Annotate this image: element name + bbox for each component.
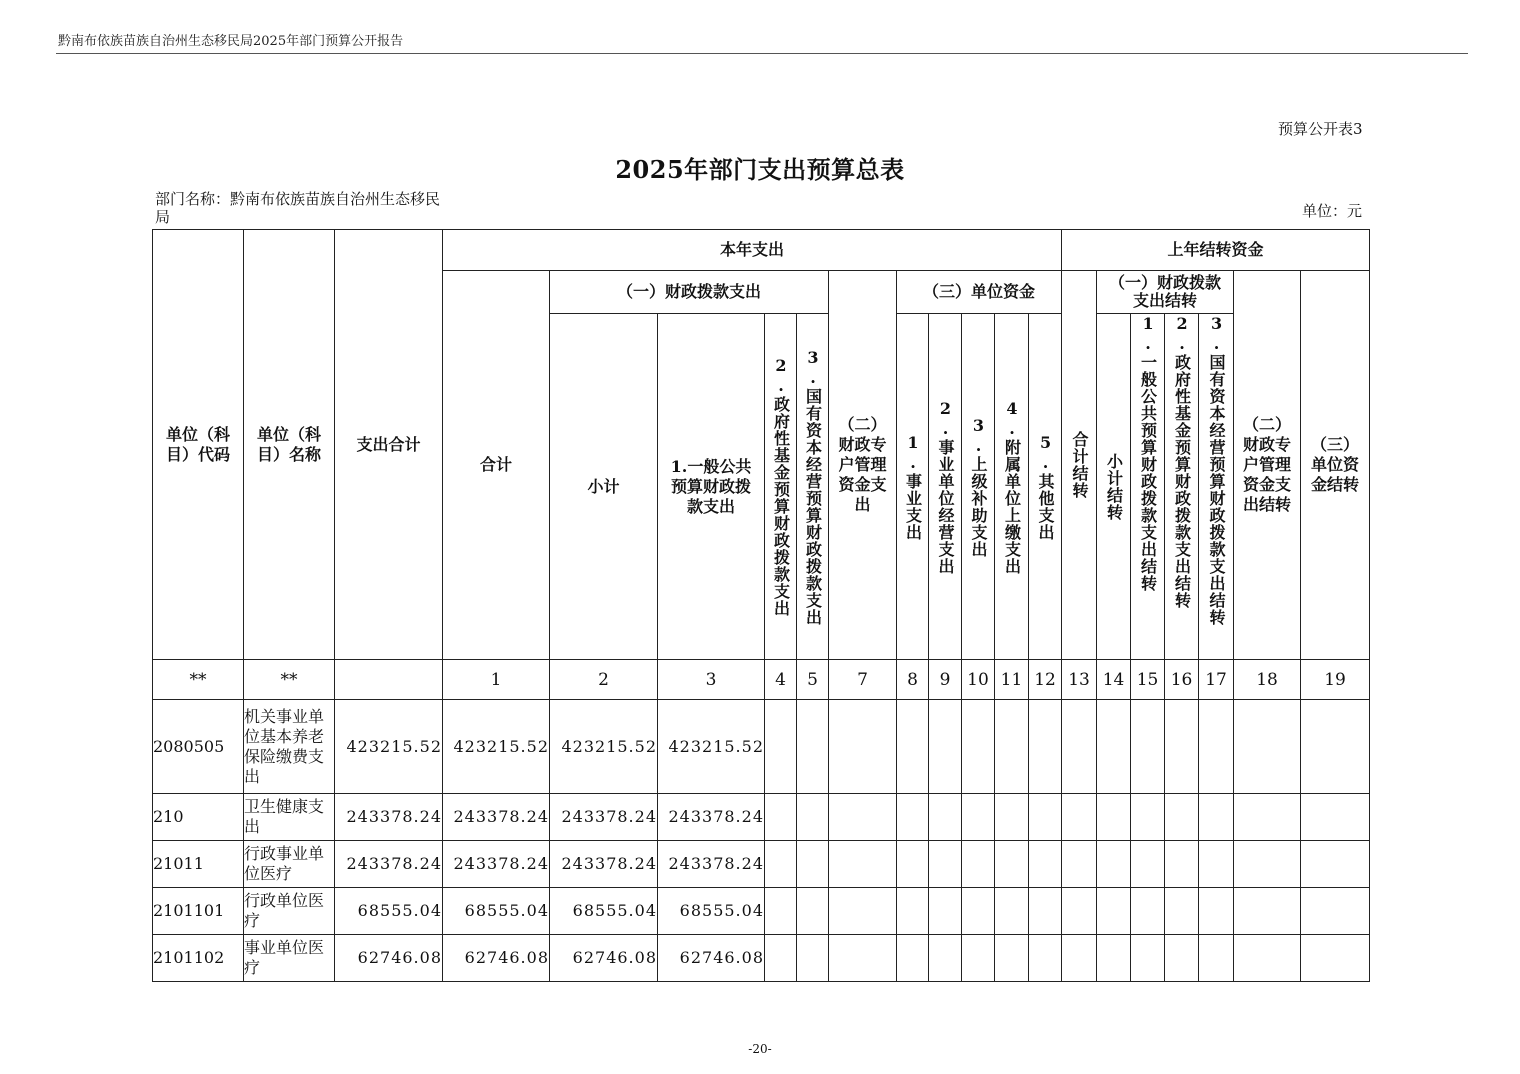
header-carry-unit: （三）单位资金结转 <box>1301 271 1370 660</box>
row-total: 243378.24 <box>335 794 443 841</box>
row-subtotal: 62746.08 <box>550 935 658 982</box>
index-cell: 13 <box>1062 660 1097 700</box>
index-cell: 12 <box>1029 660 1062 700</box>
row-sum: 62746.08 <box>443 935 550 982</box>
header-carry-subtotal: 小计结转 <box>1104 452 1124 521</box>
header-upper-subsidy: 3.上级补助支出 <box>969 415 988 558</box>
index-cell: 19 <box>1301 660 1370 700</box>
index-cell: 7 <box>829 660 897 700</box>
header-rule <box>56 53 1468 54</box>
header-other: 5.其他支出 <box>1036 432 1056 541</box>
row-name: 事业单位医疗 <box>244 935 335 982</box>
row-code: 2101101 <box>153 888 244 935</box>
header-total: 支出合计 <box>335 230 443 660</box>
header-carry-gov-fund: 2.政府性基金预算财政拨款支出结转 <box>1172 314 1192 609</box>
header-code: 单位（科目）代码 <box>153 230 244 660</box>
unit-label: 单位：元 <box>1302 202 1363 220</box>
index-cell: 4 <box>765 660 797 700</box>
header-carry-general: 1.一般公共预算财政拨款支出结转 <box>1138 314 1158 592</box>
index-cell: ** <box>244 660 335 700</box>
header-sum: 合计 <box>443 271 550 660</box>
index-cell: 9 <box>929 660 962 700</box>
index-cell: 16 <box>1165 660 1199 700</box>
row-name: 卫生健康支出 <box>244 794 335 841</box>
row-name: 行政单位医疗 <box>244 888 335 935</box>
row-sum: 68555.04 <box>443 888 550 935</box>
header-current-year: 本年支出 <box>443 230 1062 271</box>
row-general: 62746.08 <box>658 935 765 982</box>
row-total: 62746.08 <box>335 935 443 982</box>
index-cell: ** <box>153 660 244 700</box>
index-cell <box>335 660 443 700</box>
index-cell: 1 <box>443 660 550 700</box>
index-cell: 14 <box>1097 660 1131 700</box>
row-general: 68555.04 <box>658 888 765 935</box>
row-total: 243378.24 <box>335 841 443 888</box>
table-row <box>153 794 1370 841</box>
header-subsidiary: 4.附属单位上缴支出 <box>1002 398 1022 575</box>
row-subtotal: 68555.04 <box>550 888 658 935</box>
row-total: 68555.04 <box>335 888 443 935</box>
row-code: 21011 <box>153 841 244 888</box>
table-row <box>153 700 1370 794</box>
row-code: 210 <box>153 794 244 841</box>
header-name: 单位（科目）名称 <box>244 230 335 660</box>
header-subtotal: 小计 <box>550 314 658 660</box>
row-sum: 243378.24 <box>443 794 550 841</box>
header-state-capital: 3.国有资本经营预算财政拨款支出 <box>803 347 823 626</box>
header-prev-year: 上年结转资金 <box>1062 230 1370 271</box>
row-name: 机关事业单位基本养老保险缴费支出 <box>244 700 335 794</box>
row-general: 423215.52 <box>658 700 765 794</box>
row-subtotal: 243378.24 <box>550 794 658 841</box>
page-header: 黔南布依族苗族自治州生态移民局2025年部门预算公开报告 <box>58 34 404 49</box>
header-special-account: （二）财政专户管理资金支出 <box>829 271 897 660</box>
row-code: 2080505 <box>153 700 244 794</box>
header-carry-total: 合计结转 <box>1070 431 1090 499</box>
page-number: -20- <box>748 1042 772 1056</box>
table-number: 预算公开表3 <box>1278 120 1363 138</box>
header-unit-funds: （三）单位资金 <box>897 271 1062 314</box>
index-cell: 5 <box>797 660 829 700</box>
header-carry-state-capital: 3.国有资本经营预算财政拨款支出结转 <box>1207 314 1227 626</box>
header-biz-op: 2.事业单位经营支出 <box>936 398 955 575</box>
table-row <box>153 935 1370 982</box>
table-title: 2025年部门支出预算总表 <box>615 155 905 184</box>
index-cell: 18 <box>1234 660 1301 700</box>
row-general: 243378.24 <box>658 794 765 841</box>
index-cell: 11 <box>995 660 1029 700</box>
header-gov-fund: 2.政府性基金预算财政拨款支出 <box>771 356 791 617</box>
header-general: 1.一般公共预算财政拨款支出 <box>658 314 765 660</box>
row-total: 423215.52 <box>335 700 443 794</box>
table-row <box>153 841 1370 888</box>
row-general: 243378.24 <box>658 841 765 888</box>
index-cell: 2 <box>550 660 658 700</box>
department-name: 部门名称：黔南布依族苗族自治州生态移民局 <box>155 190 441 226</box>
row-name: 行政事业单位医疗 <box>244 841 335 888</box>
row-subtotal: 243378.24 <box>550 841 658 888</box>
header-biz: 1.事业支出 <box>903 432 923 541</box>
row-sum: 423215.52 <box>443 700 550 794</box>
header-carry-special: （二）财政专户管理资金支出结转 <box>1234 271 1301 660</box>
index-cell: 10 <box>962 660 995 700</box>
row-sum: 243378.24 <box>443 841 550 888</box>
index-cell: 8 <box>897 660 929 700</box>
row-code: 2101102 <box>153 935 244 982</box>
header-fiscal: （一）财政拨款支出 <box>550 271 829 314</box>
table-row <box>153 888 1370 935</box>
index-cell: 15 <box>1131 660 1165 700</box>
index-cell: 17 <box>1199 660 1234 700</box>
index-row <box>153 660 1370 700</box>
index-cell: 3 <box>658 660 765 700</box>
row-subtotal: 423215.52 <box>550 700 658 794</box>
header-carry-fiscal: （一）财政拨款支出结转 <box>1097 271 1234 314</box>
budget-table <box>152 229 1370 982</box>
